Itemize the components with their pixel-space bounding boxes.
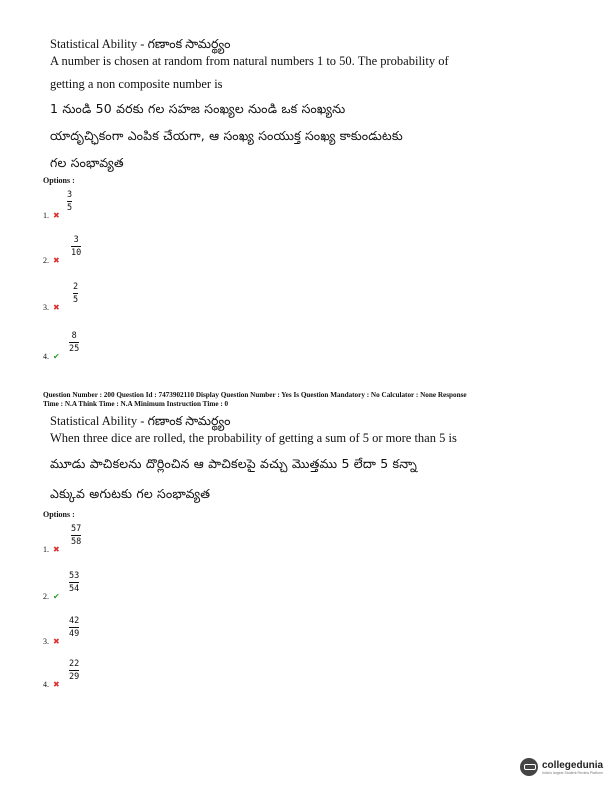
wrong-mark-icon: ✖ (53, 545, 60, 554)
option-1[interactable] (43, 190, 143, 220)
correct-check-icon: ✔ (53, 592, 60, 601)
question-text-english-line: getting a non composite number is (50, 77, 223, 91)
question-2 (50, 413, 570, 506)
option-number: 1. (43, 211, 49, 220)
question-text-telugu-line: మూడు పాచికలను దొర్లించిన ఆ పాచికలపై వచ్చు మొత్తము 5 లేదా 5 కన్నా (50, 456, 418, 471)
option-fraction (69, 331, 79, 354)
option-number: 2. (43, 592, 49, 601)
denominator: 25 (69, 344, 80, 354)
question-subject: Statistical Ability - గణాంక సామర్థ్యం (50, 37, 231, 51)
wrong-mark-icon: ✖ (53, 637, 60, 646)
question-1 (50, 36, 570, 175)
option-4[interactable] (43, 659, 143, 689)
option-fraction (69, 659, 79, 682)
numerator: 57 (71, 524, 82, 534)
option-number: 1. (43, 545, 49, 554)
options-label: Options : (43, 510, 75, 519)
question-text-english-line: When three dice are rolled, the probability of getting a sum of 5 or more than 5 is (50, 431, 457, 445)
option-4[interactable] (43, 331, 143, 361)
option-number: 4. (43, 352, 49, 361)
numerator: 22 (69, 659, 80, 669)
wrong-mark-icon: ✖ (53, 680, 60, 689)
denominator: 5 (73, 295, 79, 305)
denominator: 49 (69, 629, 80, 639)
option-number: 3. (43, 303, 49, 312)
logo-tagline: India's largest Student Review Platform (542, 770, 603, 775)
option-fraction (71, 524, 81, 547)
denominator: 58 (71, 537, 82, 547)
numerator: 8 (71, 331, 77, 341)
option-fraction (69, 616, 79, 639)
option-1[interactable] (43, 524, 143, 554)
correct-check-icon: ✔ (53, 352, 60, 361)
question-text-telugu-line: యాదృచ్ఛికంగా ఎంపిక చేయగా, ఆ సంఖ్య సంయుక్త సంఖ్య కాకుండుటకు (50, 128, 403, 143)
denominator: 54 (69, 584, 80, 594)
denominator: 10 (71, 248, 82, 258)
option-fraction (73, 282, 78, 305)
wrong-mark-icon: ✖ (53, 303, 60, 312)
numerator: 2 (73, 282, 79, 292)
question-meta (43, 391, 573, 409)
question-subject: Statistical Ability - గణాంక సామర్థ్యం (50, 414, 231, 428)
option-fraction (67, 190, 72, 213)
numerator: 42 (69, 616, 80, 626)
options-label: Options : (43, 176, 75, 185)
option-fraction (71, 235, 81, 258)
question-meta-line: Time : N.A Think Time : N.A Minimum Instruction Time : 0 (43, 400, 229, 408)
option-number: 4. (43, 680, 49, 689)
wrong-mark-icon: ✖ (53, 256, 60, 265)
logo-name: collegedunia (542, 759, 604, 771)
question-text-english-line: A number is chosen at random from natural numbers 1 to 50. The probability of (50, 54, 449, 68)
question-text-telugu-line: గల సంభావ్యత (50, 155, 124, 170)
denominator: 29 (69, 672, 80, 682)
numerator: 3 (67, 190, 73, 200)
option-3[interactable] (43, 282, 143, 312)
denominator: 5 (67, 203, 73, 213)
question-text-telugu-line: 1 నుండి 50 వరకు గల సహజ సంఖ్యల నుండి ఒక సంఖ్యను (50, 101, 346, 116)
mascot-icon (520, 758, 538, 776)
wrong-mark-icon: ✖ (53, 211, 60, 220)
collegedunia-logo (520, 758, 603, 776)
question-text-telugu-line: ఎక్కువ అగుటకు గల సంభావ్యత (50, 486, 211, 501)
option-number: 3. (43, 637, 49, 646)
option-2[interactable] (43, 235, 143, 265)
question-meta-line: Question Number : 200 Question Id : 7473902110 Display Question Number : Yes Is Question Mandatory : No Calculator : None Response (43, 391, 467, 399)
option-2[interactable] (43, 571, 143, 601)
numerator: 3 (73, 235, 79, 245)
option-fraction (69, 571, 79, 594)
option-number: 2. (43, 256, 49, 265)
option-3[interactable] (43, 616, 143, 646)
numerator: 53 (69, 571, 80, 581)
